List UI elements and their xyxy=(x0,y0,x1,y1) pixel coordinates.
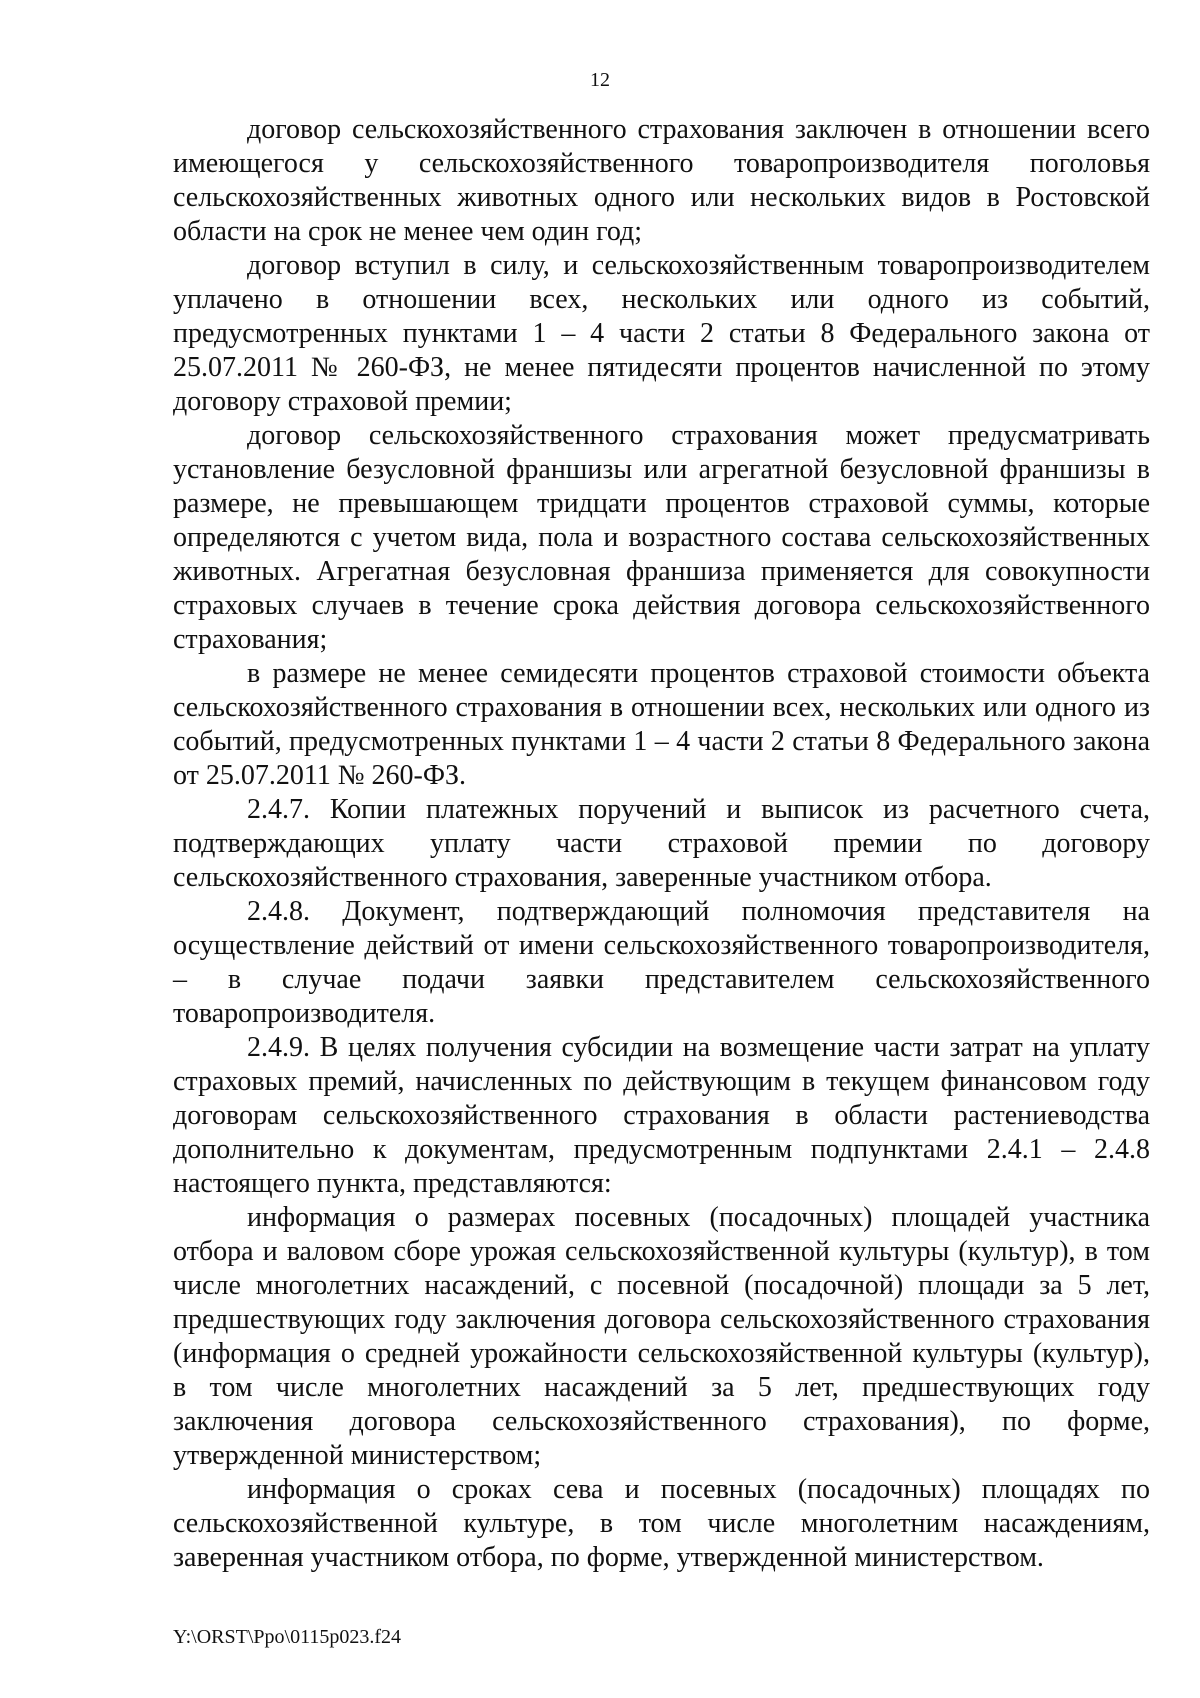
document-body xyxy=(173,113,1150,1575)
paragraph: 2.4.7. Копии платежных поручений и выписок из расчетного счета, подтверждающих уплату части страховой премии по договору сельскохозяйственного страхования, заверенные участником отбора. xyxy=(173,794,1150,893)
paragraph: договор вступил в силу, и сельскохозяйственным товаропроизводителем уплачено в отношении всех, нескольких или одного из событий, предусмотренных пунктами 1 – 4 части 2 статьи 8 Федерального закона от 25.07.2011 № 260-ФЗ, не менее пятидесяти процентов начисленной по этому договору страховой премии; xyxy=(173,250,1150,417)
paragraph: информация о сроках сева и посевных (посадочных) площадях по сельскохозяйственной культуре, в том числе многолетним насаждениям, заверенная участником отбора, по форме, утвержденной министерством. xyxy=(173,1474,1150,1573)
paragraph: информация о размерах посевных (посадочных) площадей участника отбора и валовом сборе урожая сельскохозяйственной культуры (культур), в том числе многолетних насаждений, с посевной (посадочной) площади за 5 лет, предшествующих году заключения договора сельскохозяйственного страхования (информация о средней урожайности сельскохозяйственной культуры (культур), в том числе многолетних насаждений за 5 лет, предшествующих году заключения договора сельскохозяйственного страхования), по форме, утвержденной министерством; xyxy=(173,1202,1150,1471)
paragraph: в размере не менее семидесяти процентов страховой стоимости объекта сельскохозяйственного страхования в отношении всех, нескольких или одного из событий, предусмотренных пунктами 1 – 4 части 2 статьи 8 Федерального закона от 25.07.2011 № 260-ФЗ. xyxy=(173,658,1150,791)
paragraph: договор сельскохозяйственного страхования может предусматривать установление безусловной франшизы или агрегатной безусловной франшизы в размере, не превышающем тридцати процентов страховой суммы, которые определяются с учетом вида, пола и возрастного состава сельскохозяйственных животных. Агрегатная безусловная франшиза применяется для совокупности страховых случаев в течение срока действия договора сельскохозяйственного страхования; xyxy=(173,420,1150,655)
paragraph: 2.4.9. В целях получения субсидии на возмещение части затрат на уплату страховых премий, начисленных по действующим в текущем финансовом году договорам сельскохозяйственного страхования в области растениеводства дополнительно к документам, предусмотренным подпунктами 2.4.1 – 2.4.8 настоящего пункта, представляются: xyxy=(173,1032,1150,1199)
page-number: 12 xyxy=(590,69,610,91)
paragraph: договор сельскохозяйственного страхования заключен в отношении всего имеющегося у сельскохозяйственного товаропроизводителя поголовья сельскохозяйственных животных одного или нескольких видов в Ростовской области на срок не менее чем один год; xyxy=(173,114,1150,247)
paragraph: 2.4.8. Документ, подтверждающий полномочия представителя на осуществление действий от имени сельскохозяйственного товаропроизводителя, – в случае подачи заявки представителем сельскохозяйственного товаропроизводителя. xyxy=(173,896,1150,1029)
file-path-footer: Y:\ORST\Ppo\0115p023.f24 xyxy=(173,1626,401,1648)
